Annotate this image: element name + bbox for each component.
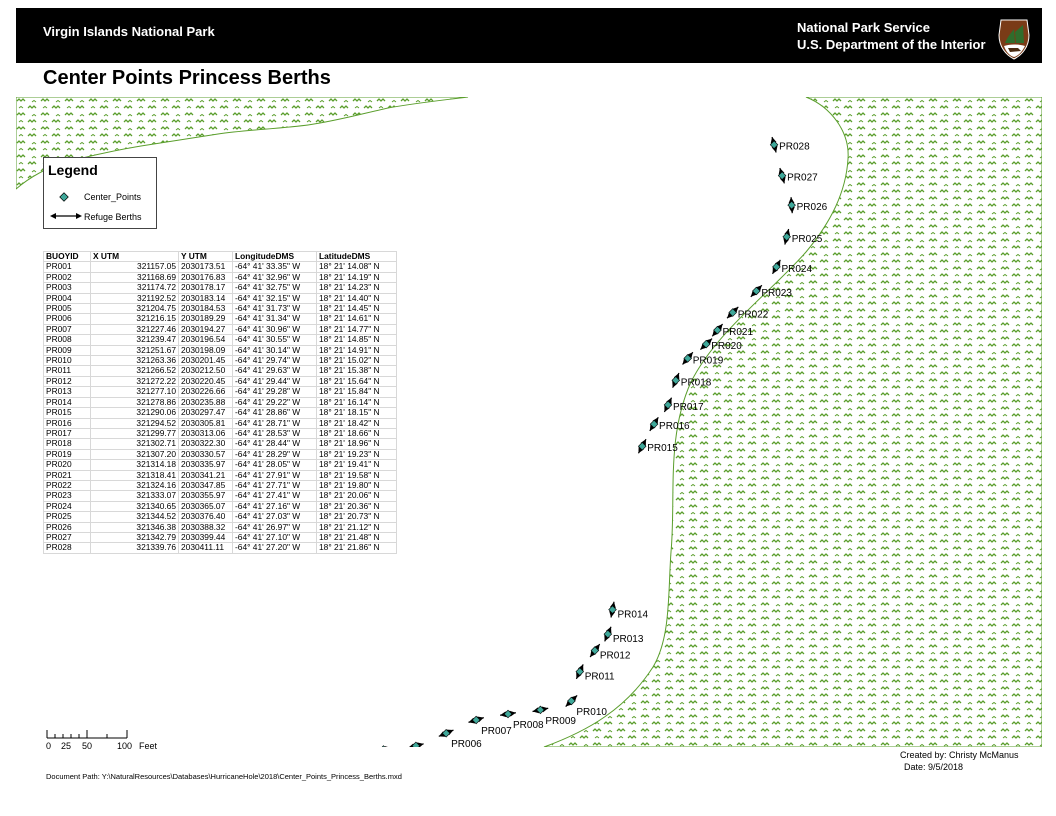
table-cell: 321272.22: [91, 376, 179, 386]
table-cell: -64° 41' 29.44" W: [233, 376, 317, 386]
berth-label: PR009: [545, 715, 576, 727]
berth-label: PR024: [781, 263, 813, 275]
refuge-berth-legend-symbol: [50, 211, 82, 221]
table-cell: 321333.07: [91, 491, 179, 501]
table-cell: -64° 41' 27.20" W: [233, 543, 317, 553]
table-row: [44, 356, 397, 366]
table-row: [44, 418, 397, 428]
table-cell: 18° 21' 19.23" N: [317, 449, 397, 459]
table-cell: PR009: [44, 345, 91, 355]
table-cell: -64° 41' 31.73" W: [233, 304, 317, 314]
table-cell: PR015: [44, 408, 91, 418]
berth-label: PR014: [617, 609, 649, 621]
table-row: [44, 460, 397, 470]
table-header-row: [44, 252, 397, 262]
berth-label: PR010: [576, 706, 607, 718]
scale-tick-label: 100: [117, 741, 133, 751]
table-row: [44, 366, 397, 376]
table-row: [44, 345, 397, 355]
table-cell: 2030335.97: [179, 460, 233, 470]
table-cell: 18° 21' 18.42" N: [317, 418, 397, 428]
table-cell: 18° 21' 14.85" N: [317, 335, 397, 345]
table-cell: -64° 41' 30.14" W: [233, 345, 317, 355]
table-cell: 321266.52: [91, 366, 179, 376]
berth-label: PR008: [513, 719, 544, 731]
berth-label: PR021: [722, 327, 754, 339]
table-cell: -64° 41' 32.15" W: [233, 293, 317, 303]
table-cell: 321339.76: [91, 543, 179, 553]
table-cell: -64° 41' 32.96" W: [233, 272, 317, 282]
table-cell: 2030399.44: [179, 532, 233, 542]
scale-tick-label: 25: [61, 741, 72, 751]
table-cell: -64° 41' 28.29" W: [233, 449, 317, 459]
table-cell: 321290.06: [91, 408, 179, 418]
table-cell: 2030365.07: [179, 501, 233, 511]
berth-label: PR028: [779, 141, 810, 153]
table-cell: 18° 21' 19.58" N: [317, 470, 397, 480]
table-cell: 2030201.45: [179, 356, 233, 366]
table-cell: 18° 21' 20.73" N: [317, 512, 397, 522]
table-cell: PR017: [44, 428, 91, 438]
table-cell: 18° 21' 14.91" N: [317, 345, 397, 355]
table-cell: 2030322.30: [179, 439, 233, 449]
table-cell: -64° 41' 30.55" W: [233, 335, 317, 345]
table-cell: 18° 21' 19.41" N: [317, 460, 397, 470]
berth-label: PR027: [787, 172, 818, 184]
table-cell: 321294.52: [91, 418, 179, 428]
table-cell: 321307.20: [91, 449, 179, 459]
table-cell: PR012: [44, 376, 91, 386]
table-cell: PR023: [44, 491, 91, 501]
berth-label: PR022: [737, 309, 769, 321]
scale-tick-label: 0: [46, 741, 52, 751]
table-row: [44, 501, 397, 511]
table-cell: PR027: [44, 532, 91, 542]
table-row: [44, 439, 397, 449]
table-cell: PR008: [44, 335, 91, 345]
table-row: [44, 376, 397, 386]
table-row: [44, 532, 397, 542]
berth-label: PR025: [791, 233, 823, 245]
table-cell: 18° 21' 18.15" N: [317, 408, 397, 418]
table-cell: 321302.71: [91, 439, 179, 449]
table-cell: PR025: [44, 512, 91, 522]
table-cell: PR003: [44, 283, 91, 293]
table-cell: 321344.52: [91, 512, 179, 522]
table-row: [44, 397, 397, 407]
table-cell: -64° 41' 33.35" W: [233, 262, 317, 272]
table-cell: -64° 41' 27.10" W: [233, 532, 317, 542]
table-cell: 2030330.57: [179, 449, 233, 459]
table-cell: -64° 41' 28.86" W: [233, 408, 317, 418]
table-cell: 2030341.21: [179, 470, 233, 480]
table-cell: PR013: [44, 387, 91, 397]
table-cell: 321239.47: [91, 335, 179, 345]
berth-label: PR006: [451, 739, 482, 747]
table-cell: 2030178.17: [179, 283, 233, 293]
table-cell: 321157.05: [91, 262, 179, 272]
table-cell: -64° 41' 27.41" W: [233, 491, 317, 501]
legend: [43, 157, 157, 229]
department-name: U.S. Department of the Interior: [797, 37, 986, 52]
table-row: [44, 283, 397, 293]
table-cell: PR010: [44, 356, 91, 366]
table-cell: 18° 21' 14.08" N: [317, 262, 397, 272]
table-row: [44, 408, 397, 418]
table-cell: 18° 21' 14.19" N: [317, 272, 397, 282]
table-row: [44, 470, 397, 480]
table-cell: 2030226.66: [179, 387, 233, 397]
table-cell: 18° 21' 15.02" N: [317, 356, 397, 366]
table-cell: 18° 21' 18.66" N: [317, 428, 397, 438]
berth-arrowhead: [385, 746, 391, 747]
berth-label: PR007: [481, 726, 512, 738]
table-cell: -64° 41' 26.97" W: [233, 522, 317, 532]
table-cell: 2030194.27: [179, 324, 233, 334]
column-header: LongitudeDMS: [233, 252, 317, 262]
legend-center-points-label: Center_Points: [84, 192, 142, 202]
table-row: [44, 304, 397, 314]
berth-label: PR015: [647, 443, 678, 455]
table-cell: PR020: [44, 460, 91, 470]
table-body: [44, 262, 397, 553]
table-cell: 2030313.06: [179, 428, 233, 438]
table-cell: 18° 21' 15.84" N: [317, 387, 397, 397]
table-cell: 2030411.11: [179, 543, 233, 553]
table-cell: 321340.65: [91, 501, 179, 511]
table-cell: 321278.86: [91, 397, 179, 407]
table-cell: 321192.52: [91, 293, 179, 303]
table-cell: 2030183.14: [179, 293, 233, 303]
table-row: [44, 293, 397, 303]
table-cell: PR005: [44, 304, 91, 314]
table-cell: PR014: [44, 397, 91, 407]
table-cell: 2030355.97: [179, 491, 233, 501]
table-cell: PR011: [44, 366, 91, 376]
table-cell: PR007: [44, 324, 91, 334]
berth-label: PR019: [692, 355, 724, 367]
table-row: [44, 387, 397, 397]
table-cell: 2030220.45: [179, 376, 233, 386]
table-row: [44, 324, 397, 334]
table-cell: 321227.46: [91, 324, 179, 334]
table-cell: -64° 41' 29.22" W: [233, 397, 317, 407]
table-cell: -64° 41' 31.34" W: [233, 314, 317, 324]
table-cell: 321263.36: [91, 356, 179, 366]
table-cell: 321168.69: [91, 272, 179, 282]
scale-tick-label: 50: [82, 741, 93, 751]
table-cell: 321204.75: [91, 304, 179, 314]
table-cell: 18° 21' 20.36" N: [317, 501, 397, 511]
table-row: [44, 491, 397, 501]
table-cell: PR006: [44, 314, 91, 324]
table-cell: -64° 41' 28.44" W: [233, 439, 317, 449]
table-row: [44, 449, 397, 459]
center-point-legend-symbol: [58, 191, 70, 203]
table-row: [44, 480, 397, 490]
table-cell: PR004: [44, 293, 91, 303]
table-cell: 18° 21' 14.45" N: [317, 304, 397, 314]
table-cell: -64° 41' 27.71" W: [233, 480, 317, 490]
table-row: [44, 512, 397, 522]
table-cell: PR022: [44, 480, 91, 490]
nps-arrowhead-logo: [996, 17, 1032, 61]
table-cell: 18° 21' 21.48" N: [317, 532, 397, 542]
berth-label: PR011: [584, 671, 615, 683]
table-cell: 321342.79: [91, 532, 179, 542]
table-cell: PR002: [44, 272, 91, 282]
table-cell: -64° 41' 29.63" W: [233, 366, 317, 376]
table-cell: -64° 41' 27.16" W: [233, 501, 317, 511]
table-row: [44, 314, 397, 324]
table-cell: 2030235.88: [179, 397, 233, 407]
table-cell: -64° 41' 28.05" W: [233, 460, 317, 470]
berth-label: PR016: [659, 421, 690, 433]
table-cell: -64° 41' 28.71" W: [233, 418, 317, 428]
table-cell: PR019: [44, 449, 91, 459]
table-cell: 321251.67: [91, 345, 179, 355]
table-cell: 321299.77: [91, 428, 179, 438]
table-cell: 2030388.32: [179, 522, 233, 532]
table-row: [44, 262, 397, 272]
column-header: Y UTM: [179, 252, 233, 262]
table-row: [44, 272, 397, 282]
table-cell: 2030184.53: [179, 304, 233, 314]
map-header: [16, 8, 1042, 63]
table-cell: PR026: [44, 522, 91, 532]
berth-label: PR013: [612, 634, 644, 646]
park-name: Virgin Islands National Park: [43, 24, 215, 39]
agency-name: National Park Service: [797, 20, 930, 35]
table-cell: 18° 21' 14.61" N: [317, 314, 397, 324]
table-cell: 18° 21' 14.77" N: [317, 324, 397, 334]
table-cell: 2030189.29: [179, 314, 233, 324]
table-cell: -64° 41' 27.03" W: [233, 512, 317, 522]
column-header: X UTM: [91, 252, 179, 262]
table-cell: 2030198.09: [179, 345, 233, 355]
berth-label: PR020: [711, 341, 742, 353]
map-title: Center Points Princess Berths: [43, 67, 331, 89]
table-cell: 2030305.81: [179, 418, 233, 428]
berth-label: PR012: [599, 650, 631, 662]
table-row: [44, 428, 397, 438]
table-cell: -64° 41' 30.96" W: [233, 324, 317, 334]
table-cell: 18° 21' 21.86" N: [317, 543, 397, 553]
table-cell: 18° 21' 20.06" N: [317, 491, 397, 501]
table-cell: -64° 41' 28.53" W: [233, 428, 317, 438]
legend-title: Legend: [48, 162, 98, 178]
table-row: [44, 543, 397, 553]
table-cell: 18° 21' 14.23" N: [317, 283, 397, 293]
table-cell: 321318.41: [91, 470, 179, 480]
berth-label: PR017: [672, 401, 704, 413]
table-cell: 321346.38: [91, 522, 179, 532]
table-cell: 18° 21' 16.14" N: [317, 397, 397, 407]
table-cell: 18° 21' 18.96" N: [317, 439, 397, 449]
table-cell: 321314.18: [91, 460, 179, 470]
table-cell: 18° 21' 21.12" N: [317, 522, 397, 532]
table-cell: 321216.15: [91, 314, 179, 324]
table-row: [44, 335, 397, 345]
column-header: BUOYID: [44, 252, 91, 262]
table-cell: -64° 41' 27.91" W: [233, 470, 317, 480]
table-cell: PR028: [44, 543, 91, 553]
table-cell: 321324.16: [91, 480, 179, 490]
table-cell: 2030176.83: [179, 272, 233, 282]
table-cell: PR016: [44, 418, 91, 428]
table-cell: PR021: [44, 470, 91, 480]
scale-unit-label: Feet: [139, 741, 158, 751]
buoy-coordinates-table: [43, 251, 397, 554]
scale-bar: [44, 728, 134, 740]
table-cell: 2030347.85: [179, 480, 233, 490]
table-cell: -64° 41' 29.28" W: [233, 387, 317, 397]
creation-date: Date: 9/5/2018: [904, 762, 964, 772]
table-cell: 2030173.51: [179, 262, 233, 272]
table-cell: 18° 21' 14.40" N: [317, 293, 397, 303]
table-row: [44, 522, 397, 532]
column-header: LatitudeDMS: [317, 252, 397, 262]
berth-label: PR026: [796, 202, 828, 214]
table-cell: 2030376.40: [179, 512, 233, 522]
table-cell: PR001: [44, 262, 91, 272]
table-cell: PR024: [44, 501, 91, 511]
berth-label: PR018: [680, 377, 712, 389]
table-cell: 18° 21' 15.64" N: [317, 376, 397, 386]
table-cell: -64° 41' 29.74" W: [233, 356, 317, 366]
table-cell: PR018: [44, 439, 91, 449]
table-cell: 18° 21' 19.80" N: [317, 480, 397, 490]
east-land: [544, 97, 1042, 747]
created-by: Created by: Christy McManus: [900, 750, 1019, 760]
document-path: Document Path: Y:\NaturalResources\Databases\HurricaneHole\2018\Center_Points_Princess_Berths.mxd: [46, 772, 402, 781]
table-cell: -64° 41' 32.75" W: [233, 283, 317, 293]
table-cell: 321174.72: [91, 283, 179, 293]
table-cell: 2030212.50: [179, 366, 233, 376]
table-cell: 2030196.54: [179, 335, 233, 345]
berth-label: PR023: [761, 288, 792, 300]
table-cell: 18° 21' 15.38" N: [317, 366, 397, 376]
table-cell: 321277.10: [91, 387, 179, 397]
legend-refuge-berths-label: Refuge Berths: [84, 212, 142, 222]
table-cell: 2030297.47: [179, 408, 233, 418]
